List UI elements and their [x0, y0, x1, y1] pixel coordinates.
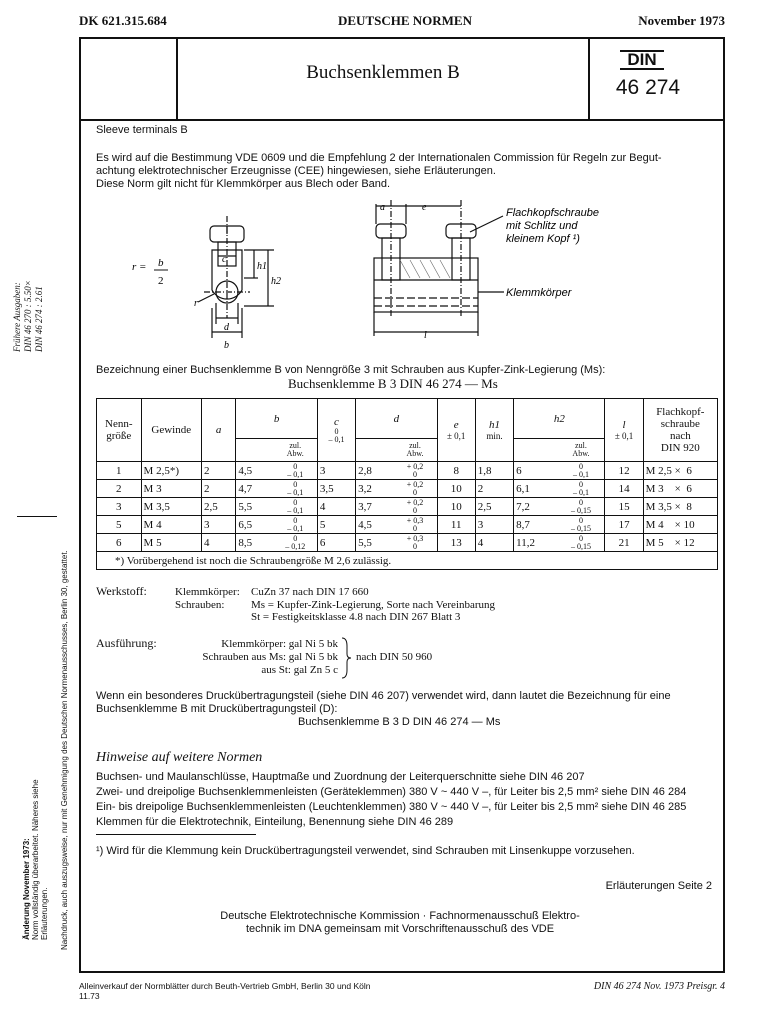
th-text: l [622, 419, 626, 431]
th-gewinde: Gewinde [141, 399, 201, 462]
tol-top: 0 [578, 497, 583, 507]
th-text: h1 [488, 419, 500, 431]
table-cell: 5 [97, 516, 142, 534]
table-cell: M 3 × 6 [643, 480, 717, 498]
table-cell [393, 498, 437, 516]
th-text: größe [106, 430, 132, 442]
label-d: d [224, 322, 229, 333]
table-cell [557, 462, 605, 480]
table-cell [274, 534, 318, 552]
table-cell: 4 [475, 534, 513, 552]
th-nenn [97, 399, 142, 462]
label-h2: h2 [271, 276, 281, 287]
th-text: – 0,1 [328, 435, 345, 444]
hinweise-item: Ein- bis dreipolige Buchsenklemmenleisten (Leuchtenklemmen) 380 V ~ 440 V –, für Leiter bis 2,5 mm² siehe DIN 46 285 [96, 801, 687, 813]
th-d: d [356, 399, 437, 439]
th-e [437, 399, 475, 462]
th-zul [274, 439, 318, 462]
table-row [97, 534, 718, 552]
tol-top: 0 [293, 497, 298, 507]
r-den: 2 [158, 275, 164, 287]
table-cell [274, 498, 318, 516]
th-text: Abw. [286, 449, 304, 458]
tol-bottom: – 0,1 [572, 487, 589, 497]
table-cell: 4 [317, 498, 355, 516]
footnote-1: ¹) Wird für die Klemmung kein Druckübertragungsteil verwendet, sind Schrauben mit Linsenkuppe vorzusehen. [96, 845, 635, 857]
r-num: b [158, 257, 164, 269]
designation-intro: Bezeichnung einer Buchsenklemme B von Nenngröße 3 mit Schrauben aus Kupfer-Zink-Legierung (Ms): [96, 364, 606, 376]
table-cell: 2 [201, 462, 235, 480]
table-cell: 2,5 [201, 498, 235, 516]
werkstoff-s-value: St = Festigkeitsklasse 4.8 nach DIN 267 Blatt 3 [251, 611, 461, 623]
table-cell [557, 480, 605, 498]
page-title: Buchsenklemmen B [306, 62, 460, 83]
table-cell: 2 [475, 480, 513, 498]
table-cell [393, 480, 437, 498]
druck-text [96, 690, 716, 716]
table-cell: 2,5 [475, 498, 513, 516]
body-note: Klemmkörper [506, 287, 572, 299]
tol-bottom: – 0,15 [570, 505, 591, 515]
table-cell: M 4 × 10 [643, 516, 717, 534]
table-cell [274, 462, 318, 480]
th-text: DIN 920 [660, 442, 700, 454]
werkstoff-label: Werkstoff: [96, 584, 147, 598]
issue-date: November 1973 [638, 13, 725, 28]
werkstoff-s-value: Ms = Kupfer-Zink-Legierung, Sorte nach Vereinbarung [251, 599, 496, 611]
th-text: Flachkopf- [656, 406, 705, 418]
table-cell: 5,5 [356, 534, 394, 552]
dk-number: DK 621.315.684 [79, 13, 167, 28]
druck-example: Buchsenklemme B 3 D DIN 46 274 — Ms [298, 716, 501, 728]
screw-note: Flachkopfschraube [506, 207, 599, 219]
intro-line: Diese Norm gilt nicht für Klemmkörper aus Blech oder Band. [96, 178, 391, 190]
table-cell: 8 [437, 462, 475, 480]
tol-top: 0 [293, 479, 298, 489]
ausfuehrung-line: aus St: gal Zn 5 c [261, 664, 338, 676]
table-cell: M 5 × 12 [643, 534, 717, 552]
table-row [97, 480, 718, 498]
tol-top: + 0,3 [406, 515, 424, 525]
tol-top: 0 [578, 533, 583, 543]
tol-top: 0 [293, 461, 298, 471]
tol-bottom: – 0,1 [287, 469, 304, 479]
table-cell: 4 [201, 534, 235, 552]
brace-icon [340, 636, 354, 680]
erlaeuterungen-ref: Erläuterungen Seite 2 [605, 880, 712, 892]
th-text: e [453, 419, 459, 431]
tol-top: 0 [578, 461, 583, 471]
din-logo: DIN [620, 50, 664, 70]
th-zul [393, 439, 437, 462]
th-tol [329, 428, 345, 444]
tol-bottom: – 0,15 [570, 541, 591, 551]
th-text: min. [486, 431, 503, 441]
th-text: ± 0,1 [446, 431, 466, 441]
table-cell: M 3,5 × 8 [643, 498, 717, 516]
table-cell: 8,7 [514, 516, 558, 534]
th-text: zul. [575, 441, 587, 450]
table-cell: 6 [514, 462, 558, 480]
table-cell: 3,5 [317, 480, 355, 498]
tol-bottom: 0 [413, 505, 417, 515]
tol-bottom: – 0,15 [570, 523, 591, 533]
tol-top: 0 [293, 515, 298, 525]
table-cell: 3,7 [356, 498, 394, 516]
table-cell: 14 [605, 480, 643, 498]
screw-note: mit Schlitz und [506, 220, 578, 232]
table-cell: 15 [605, 498, 643, 516]
th-text: Abw. [406, 449, 424, 458]
werkstoff-k-value: CuZn 37 nach DIN 17 660 [251, 586, 369, 598]
footer-line: Alleinverkauf der Normblätter durch Beuth-Vertrieb GmbH, Berlin 30 und Köln [79, 981, 371, 991]
series-title: DEUTSCHE NORMEN [338, 13, 472, 28]
tol-bottom: 0 [413, 523, 417, 533]
fruehere-ausgaben [12, 280, 45, 352]
footer-line: 11.73 [79, 991, 100, 1001]
table-cell: 10 [437, 498, 475, 516]
label-r: r [194, 298, 198, 309]
intro-text [96, 152, 716, 191]
din-number: 46 274 [615, 76, 681, 99]
table-cell: 6 [97, 534, 142, 552]
english-title: Sleeve terminals B [96, 124, 188, 136]
label-b: b [224, 340, 229, 351]
margin-line: DIN 46 274 : 2.61 [34, 286, 44, 352]
tol-bottom: – 0,1 [287, 505, 304, 515]
intro-line: Es wird auf die Bestimmung VDE 0609 und die Empfehlung 2 der Internationalen Commission für Regeln zur Begut- [96, 152, 662, 164]
table-cell [393, 534, 437, 552]
label-e: e [422, 202, 427, 213]
table-cell: 13 [437, 534, 475, 552]
table-cell: 3 [97, 498, 142, 516]
table-cell: 1,8 [475, 462, 513, 480]
committee-line: Deutsche Elektrotechnische Kommission · Fachnormenausschuß Elektro- [220, 910, 580, 922]
nachdruck-notice: Nachdruck, auch auszugsweise, nur mit Genehmigung des Deutschen Normenausschusses, Berlin 30, gestattet. [60, 550, 69, 950]
table-cell: M 4 [141, 516, 201, 534]
table-cell: 2 [97, 480, 142, 498]
technical-drawing [118, 198, 718, 356]
tol-bottom: – 0,1 [572, 469, 589, 479]
table-cell: 4,5 [236, 462, 274, 480]
table-row [97, 498, 718, 516]
designation-example: Buchsenklemme B 3 DIN 46 274 — Ms [288, 376, 498, 391]
ausfuehrung-label: Ausführung: [96, 636, 157, 650]
table-cell: 7,2 [514, 498, 558, 516]
table-cell: 11 [437, 516, 475, 534]
table-cell: M 3,5 [141, 498, 201, 516]
table-cell: 8,5 [236, 534, 274, 552]
table-cell [274, 480, 318, 498]
ausfuehrung-line: Schrauben aus Ms: gal Ni 5 bk [202, 651, 338, 663]
tol-top: 0 [578, 479, 583, 489]
table-cell: 6,5 [236, 516, 274, 534]
ausfuehrung-ref: nach DIN 50 960 [356, 651, 433, 663]
th-text: Abw. [572, 449, 590, 458]
th-text: zul. [409, 441, 421, 450]
table-cell: 5 [317, 516, 355, 534]
table-cell: 10 [437, 480, 475, 498]
th-zul [557, 439, 605, 462]
tol-bottom: 0 [413, 487, 417, 497]
table-cell: 1 [97, 462, 142, 480]
tol-bottom: – 0,1 [287, 523, 304, 533]
table-cell: M 2,5*) [141, 462, 201, 480]
th-h2: h2 [514, 399, 605, 439]
margin-line: Änderung November 1973: [22, 838, 31, 940]
th-text: c [334, 416, 339, 428]
table-cell [557, 516, 605, 534]
table-cell: 3 [317, 462, 355, 480]
table-cell [393, 462, 437, 480]
table-body [97, 462, 718, 552]
table-cell [557, 498, 605, 516]
margin-line: Norm vollständig überarbeitet. Näheres siehe [31, 779, 40, 940]
hinweise-item: Zwei- und dreipolige Buchsenklemmenleisten (Geräteklemmen) 380 V ~ 440 V –, für Leiter bis 2,5 mm² siehe DIN 46 284 [96, 786, 687, 798]
committee [180, 910, 620, 936]
table-cell: 21 [605, 534, 643, 552]
label-h1: h1 [257, 261, 267, 272]
th-h1 [475, 399, 513, 462]
table-cell: 5,5 [236, 498, 274, 516]
table-cell: 2 [201, 480, 235, 498]
th-text: 0 [334, 427, 339, 436]
th-b: b [236, 399, 317, 439]
label-a: a [380, 202, 385, 213]
hinweise-item: Buchsen- und Maulanschlüsse, Hauptmaße und Zuordnung der Leiterquerschnitte siehe DIN 46 207 [96, 771, 585, 783]
table-footnote: *) Vorübergehend ist noch die Schraubengröße M 2,6 zulässig. [97, 552, 718, 570]
label-c: c [222, 254, 227, 265]
margin-line: Frühere Ausgaben: [12, 282, 22, 352]
margin-line: Erläuterungen. [40, 887, 49, 940]
hinweise-item: Klemmen für die Elektrotechnik, Einteilung, Benennung siehe DIN 46 289 [96, 816, 454, 828]
aenderung-note [22, 779, 49, 940]
table-cell: 3,2 [356, 480, 394, 498]
th-text: ± 0,1 [614, 431, 634, 441]
dimension-table [96, 398, 718, 570]
table-cell: 3 [201, 516, 235, 534]
table-cell [274, 516, 318, 534]
table-cell: 4,5 [356, 516, 394, 534]
th-text: Nenn- [105, 418, 133, 430]
tol-bottom: – 0,1 [287, 487, 304, 497]
tol-bottom: – 0,12 [285, 541, 306, 551]
screw-note: kleinem Kopf ¹) [506, 233, 580, 245]
tol-bottom: 0 [413, 541, 417, 551]
th-l [605, 399, 643, 462]
tol-top: 0 [578, 515, 583, 525]
th-text: zul. [289, 441, 302, 450]
th-c [317, 399, 355, 462]
th-text: nach [669, 430, 691, 442]
footer-left [79, 981, 371, 1001]
r-formula: r = [132, 261, 147, 273]
table-cell [557, 534, 605, 552]
table-cell: 11,2 [514, 534, 558, 552]
table-cell: 6,1 [514, 480, 558, 498]
table-cell: M 2,5 × 6 [643, 462, 717, 480]
table-cell: 12 [605, 462, 643, 480]
table-cell [393, 516, 437, 534]
table-cell: 6 [317, 534, 355, 552]
th-a: a [201, 399, 235, 462]
divider [96, 834, 256, 835]
th-flachkopf [643, 399, 717, 462]
divider [588, 37, 590, 119]
divider [17, 516, 57, 517]
werkstoff-k-label: Klemmkörper: [175, 586, 240, 598]
table-cell: 2,8 [356, 462, 394, 480]
th-text: schraube [660, 418, 700, 430]
tol-top: + 0,2 [406, 479, 424, 489]
tol-top: 0 [293, 533, 298, 543]
label-l: l [424, 330, 427, 341]
werkstoff-s-label: Schrauben: [175, 599, 225, 611]
intro-line: achtung elektrotechnischer Erzeugnisse (CEE) hingewiesen, siehe Erläuterungen. [96, 165, 496, 177]
table-row [97, 516, 718, 534]
tol-top: + 0,3 [406, 533, 424, 543]
table-row [97, 462, 718, 480]
hinweise-heading: Hinweise auf weitere Normen [96, 750, 263, 765]
table-cell: M 3 [141, 480, 201, 498]
footer-right: DIN 46 274 Nov. 1973 Preisgr. 4 [593, 981, 725, 992]
tol-bottom: 0 [413, 469, 417, 479]
margin-line: DIN 46 270 : 5.50× [23, 280, 33, 352]
table-cell: M 5 [141, 534, 201, 552]
table-cell: 4,7 [236, 480, 274, 498]
druck-line: Wenn ein besonderes Druckübertragungsteil (siehe DIN 46 207) verwendet wird, dann lautet die Bezeichnung für eine [96, 690, 671, 702]
hinweise-list [96, 770, 721, 830]
druck-line: Buchsenklemme B mit Druckübertragungsteil (D): [96, 703, 338, 715]
tol-top: + 0,2 [406, 461, 424, 471]
table-cell: 17 [605, 516, 643, 534]
table-cell: 3 [475, 516, 513, 534]
ausfuehrung-line: Klemmkörper: gal Ni 5 bk [221, 638, 338, 650]
committee-line: technik im DNA gemeinsam mit Vorschriftenausschuß des VDE [245, 923, 555, 935]
tol-top: + 0,2 [406, 497, 424, 507]
